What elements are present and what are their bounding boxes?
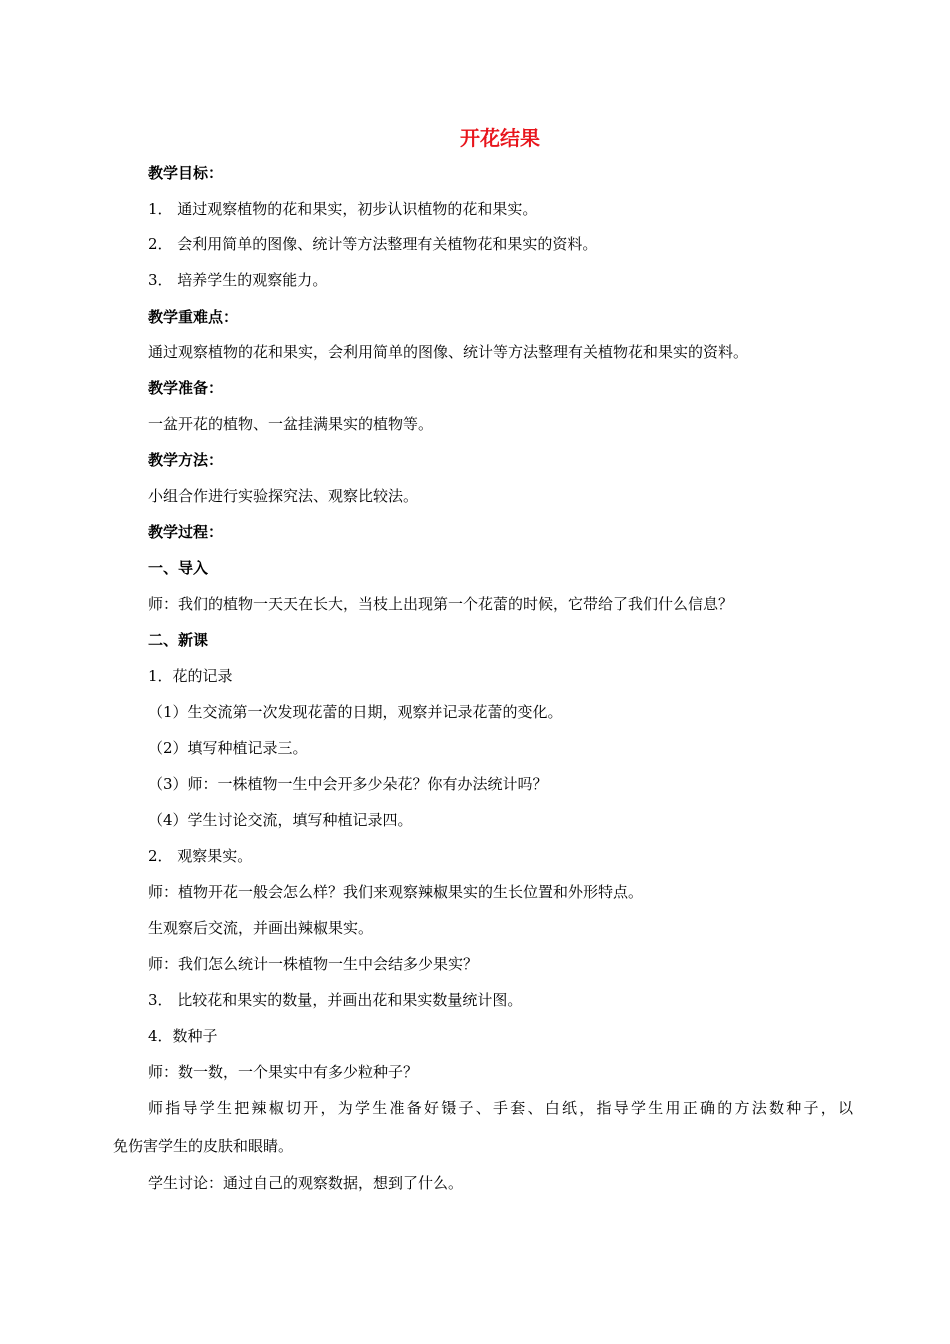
- document-title: 开花结果: [460, 126, 540, 150]
- preparation-text: 一盆开花的植物、一盆挂满果实的植物等。: [148, 415, 434, 433]
- goals-heading: 教学目标：: [148, 164, 224, 182]
- teacher-fruit-question: 师：植物开花一般会怎么样？我们来观察辣椒果实的生长位置和外形特点。: [148, 883, 644, 901]
- intro-text: 师：我们的植物一天天在长大，当枝上出现第一个花蕾的时候，它带给了我们什么信息？: [148, 595, 734, 613]
- step-3: （3）师：一株植物一生中会开多少朵花？你有办法统计吗？: [148, 775, 548, 793]
- seeds-heading: 4．数种子: [148, 1027, 218, 1045]
- guide-paragraph-line-1: 师指导学生把辣椒切开，为学生准备好镊子、手套、白纸，指导学生用正确的方法数种子，以: [148, 1099, 853, 1117]
- goal-item-3: 3． 培养学生的观察能力。: [148, 271, 328, 289]
- method-text: 小组合作进行实验探究法、观察比较法。: [148, 487, 419, 505]
- preparation-heading: 教学准备：: [148, 379, 224, 397]
- process-heading: 教学过程：: [148, 523, 224, 541]
- new-lesson-heading: 二、新课: [148, 631, 209, 649]
- teacher-count-question: 师：我们怎么统计一株植物一生中会结多少果实？: [148, 955, 479, 973]
- teacher-seeds-question: 师：数一数，一个果实中有多少粒种子？: [148, 1063, 419, 1081]
- student-discussion-text: 学生讨论：通过自己的观察数据，想到了什么。: [148, 1174, 464, 1192]
- flower-record-heading: 1．花的记录: [148, 667, 233, 685]
- guide-paragraph-line-2: 免伤害学生的皮肤和眼睛。: [113, 1137, 294, 1155]
- method-heading: 教学方法：: [148, 451, 224, 469]
- goal-item-2: 2． 会利用简单的图像、统计等方法整理有关植物花和果实的资料。: [148, 235, 598, 253]
- compare-heading: 3． 比较花和果实的数量，并画出花和果实数量统计图。: [148, 991, 523, 1009]
- observe-fruit-heading: 2． 观察果实。: [148, 847, 253, 865]
- step-4: （4）学生讨论交流，填写种植记录四。: [148, 811, 413, 829]
- student-draw-text: 生观察后交流，并画出辣椒果实。: [148, 919, 374, 937]
- step-1: （1）生交流第一次发现花蕾的日期，观察并记录花蕾的变化。: [148, 703, 563, 721]
- key-points-text: 通过观察植物的花和果实，会利用简单的图像、统计等方法整理有关植物花和果实的资料。: [148, 343, 749, 361]
- step-2: （2）填写种植记录三。: [148, 739, 308, 757]
- intro-heading: 一、导入: [148, 559, 209, 577]
- goal-item-1: 1． 通过观察植物的花和果实，初步认识植物的花和果实。: [148, 200, 538, 218]
- key-points-heading: 教学重难点：: [148, 308, 239, 326]
